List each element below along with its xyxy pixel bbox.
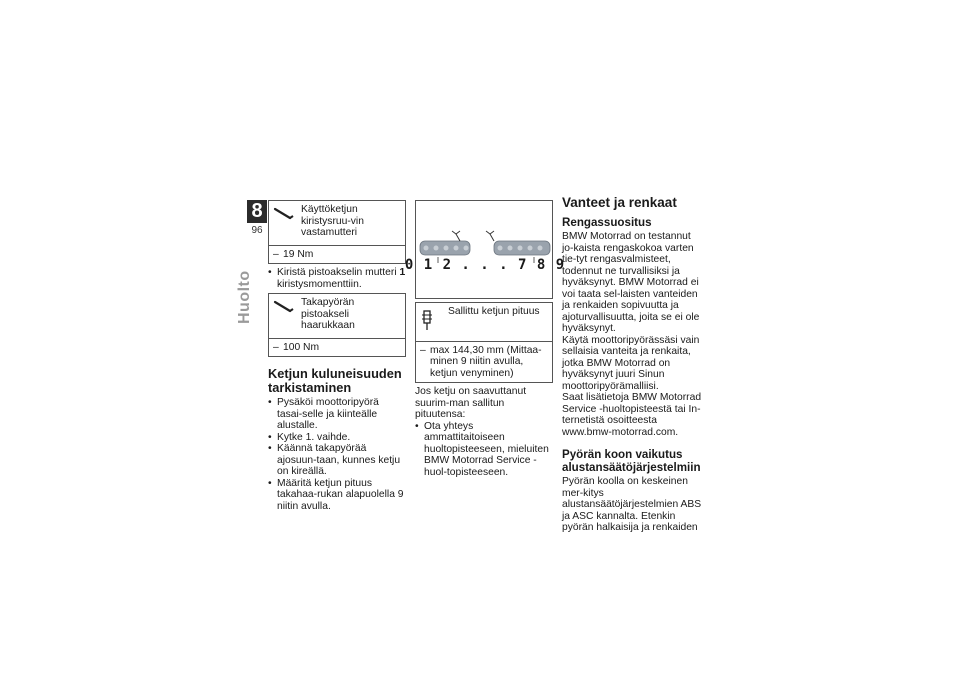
wrench-icon: [273, 204, 297, 221]
chapter-heading: Vanteet ja renkaat: [562, 195, 677, 210]
spec-value: 100 Nm: [283, 341, 320, 353]
paragraph: Käytä moottoripyörässäsi vain sellaisia vanteita ja renkaita, jotka BMW Motorrad on hyväksynyt juuri Sinun moottoripyörämalliisi.: [562, 334, 700, 392]
chain-pin-numbers: 0 1 2 . . . 7 8 9: [404, 257, 566, 273]
page-number: 96: [251, 225, 263, 236]
caliper-icon: [420, 306, 444, 335]
list-item: • Pysäköi moottoripyörä tasai-selle ja kiinteälle alustalle.: [268, 397, 379, 431]
spec-value: max 144,30 mm (Mittaa-minen 9 niitin avulla, ketjun venyminen): [430, 344, 542, 379]
paragraph: Saat lisätietoja BMW Motorrad Service -huoltopisteestä tai In-ternetistä osoitteesta www.bmw-motorrad.com.: [562, 392, 702, 438]
step-text2: kiristysmomenttiin.: [277, 278, 362, 290]
list-item: • Käännä takapyörää ajosuun-taan, kunnes ketju on kireällä.: [268, 443, 401, 477]
spec-box-chain-length: Sallittu ketjun pituus – max 144,30 mm (Mittaa-minen 9 niitin avulla, ketjun venyminen): [415, 302, 553, 383]
list-item: • Kytke 1. vaihde.: [268, 431, 351, 443]
chain-illustration: [404, 201, 566, 298]
subheading: Pyörän koon vaikutus alustansäätöjärjestelmiin: [562, 448, 701, 474]
wrench-icon: [273, 297, 297, 314]
spec-title: Takapyörän pistoakseli haarukkaan: [301, 297, 355, 331]
paragraph: Pyörän koolla on keskeinen mer-kitys alustansäätöjärjestelmien ABS ja ASC kannalta. Etenkin pyörän halkaisija ja renkaiden: [562, 476, 702, 533]
section-heading: Ketjun kuluneisuuden tarkistaminen: [268, 366, 402, 395]
step-ref: 1: [399, 267, 406, 278]
column-3: [562, 195, 702, 534]
chain-figure: [404, 200, 566, 299]
list-item: • Määritä ketjun pituus takahaa-rukan alapuolella 9 niitin avulla.: [268, 477, 404, 512]
spec-title: Sallittu ketjun pituus: [448, 306, 540, 317]
chapter-number: 8: [247, 200, 267, 223]
paragraph: BMW Motorrad on testannut jo-kaista rengaskokoa varten tie-tyt rengasvalmisteet, todennut ne turvallisiksi ja hyväksynyt. BMW Motorrad ei voi taata sel-laisten vanteiden ja renkaiden sopivuutta ja ajoturvallisuutta, joita se ei ole hyväksynyt.: [562, 231, 700, 334]
step-text: Kiristä pistoakselin mutteri: [277, 267, 397, 278]
column-1: [268, 200, 406, 512]
column-2: [404, 200, 566, 478]
paragraph: Jos ketju on saavuttanut suurim-man sallitun pituutensa:: [415, 386, 527, 420]
section-label: Huolto: [236, 270, 253, 324]
subheading: Rengassuositus: [562, 216, 652, 229]
list-item: • Ota yhteys ammattitaitoiseen huoltopisteeseen, mieluiten BMW Motorrad Service -huol-topisteeseen.: [415, 420, 549, 478]
spec-box-counternut: Käyttöketjun kiristysruu-vin vastamutteri – 19 Nm: [268, 200, 406, 264]
spec-box-axle: Takapyörän pistoakseli haarukkaan – 100 Nm: [268, 293, 406, 357]
spec-title: Käyttöketjun kiristysruu-vin vastamutteri: [301, 204, 364, 238]
list-item: • Kiristä pistoakselin mutteri 1 kiristysmomenttiin.: [268, 267, 406, 290]
spec-value: 19 Nm: [283, 248, 314, 260]
